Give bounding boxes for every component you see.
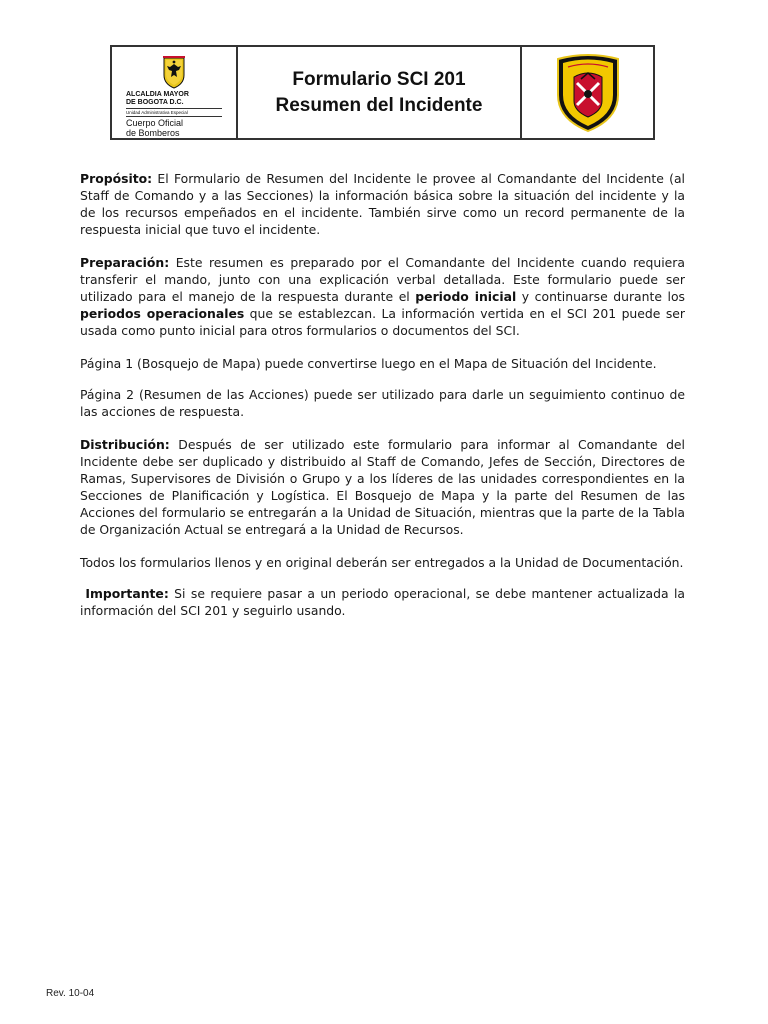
bomberos-shield-icon <box>554 53 622 133</box>
logo-divider <box>126 108 222 109</box>
form-title-line2: Resumen del Incidente <box>275 94 483 116</box>
text-preparacion-c: que se establezcan. La información vertida en el SCI 201 puede ser usada como punto inicial para otros formularios o documentos del SCI. <box>80 306 685 338</box>
logo-bogota-line: DE BOGOTA D.C. <box>126 99 184 106</box>
logo-unidad-line: Unidad Administrativa Especial <box>126 110 188 115</box>
form-title-cell <box>238 47 522 138</box>
text-distribucion: Después de ser utilizado este formulario para informar al Comandante del Incidente debe ser duplicado y distribuido al Staff de Comando, Jefes de Sección, Directores de Ramas, Supervisores de División o Grupo y a los líderes de las unidades correspondientes en la Secciones de Planificación y Logística. El Bosquejo de Mapa y la parte del Resumen de las Acciones del formulario se entregarán a la Unidad de Situación, mientras que la parte de la Tabla de Organización Actual se entregará a la Unidad de Recursos. <box>80 437 685 537</box>
paragraph-importante <box>80 585 685 619</box>
paragraph-pagina1: Página 1 (Bosquejo de Mapa) puede convertirse luego en el Mapa de Situación del Incidente. <box>80 356 657 371</box>
alcaldia-logo-text <box>126 91 222 138</box>
label-preparacion: Preparación: <box>80 255 170 270</box>
text-preparacion-a: Este resumen es preparado por el Comandante del Incidente cuando requiera transferir el mando, junto con una explicación verbal detallada. Este formulario puede ser utilizado para el manejo de la respuesta durante el <box>80 255 685 304</box>
form-title-line1: Formulario SCI 201 <box>292 68 466 90</box>
logo-cuerpo-line: Cuerpo Oficial <box>126 118 184 128</box>
alcaldia-logo-cell <box>112 47 238 138</box>
form-header-table <box>110 45 655 140</box>
bold-periodos-operacionales: periodos operacionales <box>80 306 245 321</box>
document-body <box>80 170 685 635</box>
paragraph-proposito <box>80 170 685 238</box>
text-preparacion-b: y continuarse durante los <box>516 289 685 304</box>
bogota-coat-of-arms-icon <box>161 55 187 89</box>
paragraph-preparacion <box>80 254 685 339</box>
bold-periodo-inicial: periodo inicial <box>415 289 517 304</box>
logo-alcaldia-line: ALCALDIA MAYOR <box>126 91 189 98</box>
logo-divider <box>126 116 222 117</box>
paragraph-pagina2: Página 2 (Resumen de las Acciones) puede ser utilizado para darle un seguimiento continuo de las acciones de respuesta. <box>80 387 685 419</box>
logo-bomberos-line: de Bomberos <box>126 128 180 138</box>
bomberos-emblem-cell <box>522 47 653 138</box>
paragraph-todos: Todos los formularios llenos y en original deberán ser entregados a la Unidad de Documentación. <box>80 555 684 570</box>
text-importante: Si se requiere pasar a un periodo operacional, se debe mantener actualizada la información del SCI 201 y seguirlo usando. <box>80 586 685 618</box>
text-proposito: El Formulario de Resumen del Incidente le provee al Comandante del Incidente (al Staff de Comando y a las Secciones) la información básica sobre la situación del incidente y la de los recursos empeñados en el incidente. También sirve como un record permanente de la respuesta inicial que tuvo el incidente. <box>80 171 685 237</box>
label-proposito: Propósito: <box>80 171 153 186</box>
revision-footer: Rev. 10-04 <box>46 988 95 999</box>
label-importante: Importante: <box>85 586 169 601</box>
paragraph-distribucion <box>80 436 685 538</box>
label-distribucion: Distribución: <box>80 437 170 452</box>
